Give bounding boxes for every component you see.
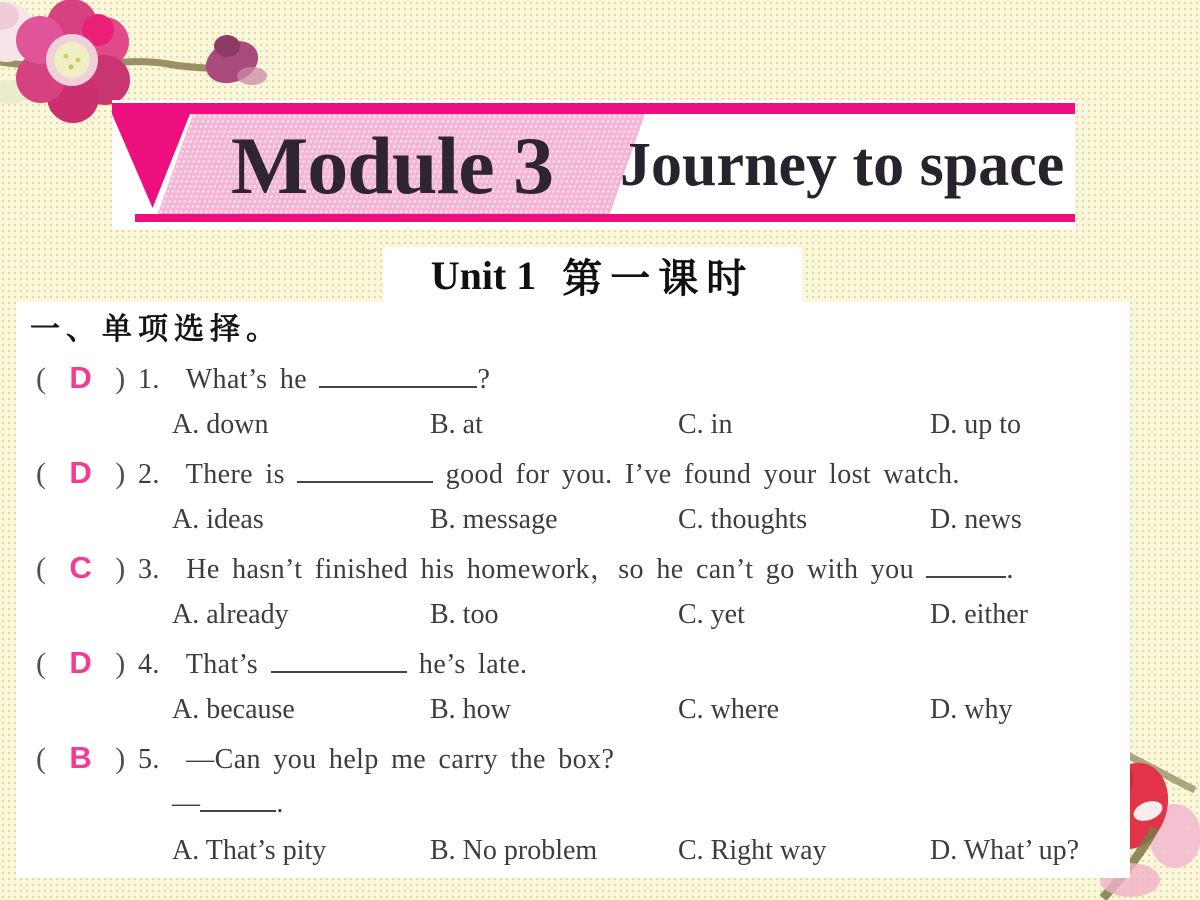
answer-paren-close: ) xyxy=(115,457,126,490)
answer-blank xyxy=(271,668,407,673)
question-stem xyxy=(186,649,528,680)
options-row xyxy=(30,496,1130,544)
unit-number: Unit 1 xyxy=(430,252,537,298)
answer-paren-open: ( xyxy=(36,552,47,585)
option: B. message xyxy=(430,504,558,535)
option: B. No problem xyxy=(430,835,598,866)
question-stem-line xyxy=(30,639,1130,686)
questions-list xyxy=(30,354,1130,875)
options-row xyxy=(30,686,1130,734)
question-block xyxy=(30,354,1130,449)
question-number: 3. xyxy=(138,554,160,585)
question-stem-line xyxy=(30,734,1130,781)
module-banner xyxy=(112,100,1075,230)
option: D. why xyxy=(930,694,1013,725)
answer-letter: D xyxy=(69,360,93,395)
stem-text: good for you. I’ve found your lost watch. xyxy=(433,459,960,490)
answer-paren-open: ( xyxy=(36,742,47,775)
answer-blank xyxy=(926,573,1006,578)
question-stem-line xyxy=(30,449,1130,496)
option: B. how xyxy=(430,694,511,725)
answer-blank xyxy=(319,383,477,388)
module-label: Module 3 xyxy=(230,120,554,211)
answer-letter: B xyxy=(69,740,93,775)
answer-paren-open: ( xyxy=(36,362,47,395)
option: B. at xyxy=(430,409,483,440)
option: A. already xyxy=(172,599,289,630)
question-stem xyxy=(186,554,1014,585)
answer-blank xyxy=(200,807,276,812)
option: D. either xyxy=(930,599,1028,630)
question-number: 4. xyxy=(138,649,160,680)
question-stem xyxy=(186,744,614,775)
answer-letter: D xyxy=(69,455,93,490)
flower-bud-icon xyxy=(199,33,267,90)
question-block xyxy=(30,734,1130,875)
answer-paren-close: ) xyxy=(115,647,126,680)
worksheet-panel xyxy=(16,302,1130,878)
stem-text: — xyxy=(172,788,201,819)
stem-text: ? xyxy=(477,364,491,395)
question-number: 2. xyxy=(138,459,160,490)
options-row xyxy=(30,401,1130,449)
unit-lesson-zh: 第一课时 xyxy=(562,255,755,301)
answer-paren-close: ) xyxy=(115,742,126,775)
option: A. down xyxy=(172,409,269,440)
option: C. thoughts xyxy=(678,504,808,535)
option: D. up to xyxy=(930,409,1021,440)
banner-title: Journey to space xyxy=(620,131,1065,199)
option: B. too xyxy=(430,599,499,630)
option: D. news xyxy=(930,504,1022,535)
unit-heading xyxy=(383,247,802,303)
option: C. in xyxy=(678,409,733,440)
question-block xyxy=(30,449,1130,544)
answer-paren-close: ) xyxy=(115,362,126,395)
answer-letter: C xyxy=(69,550,93,585)
option: D. What’ up? xyxy=(930,835,1080,866)
option: C. Right way xyxy=(678,835,827,866)
question-stem-line xyxy=(30,544,1130,591)
stem-text: There is xyxy=(185,459,298,490)
stem-text: What’s he xyxy=(185,364,320,395)
stem-text: He hasn’t finished his homework，so he can’t go with you xyxy=(186,554,927,585)
question-stem xyxy=(186,364,491,395)
options-row xyxy=(30,827,1130,875)
stem-text: he’s late. xyxy=(406,649,528,680)
question-stem-line-2 xyxy=(30,781,1130,827)
question-stem xyxy=(186,459,960,490)
option: C. yet xyxy=(678,599,745,630)
stem-text: . xyxy=(276,788,284,819)
stem-text: —Can you help me carry the box? xyxy=(186,744,615,775)
question-stem-line xyxy=(30,354,1130,401)
section-header: 一、单项选择。 xyxy=(30,313,282,346)
question-number: 5. xyxy=(138,744,160,775)
answer-paren-open: ( xyxy=(36,647,47,680)
question-block xyxy=(30,639,1130,734)
stem-text: . xyxy=(1006,554,1014,585)
option: A. That’s pity xyxy=(172,835,327,866)
banner-top-rule xyxy=(112,103,1075,114)
option: A. because xyxy=(172,694,295,725)
option: A. ideas xyxy=(172,504,264,535)
question-number: 1. xyxy=(138,364,160,395)
question-block xyxy=(30,544,1130,639)
answer-paren-open: ( xyxy=(36,457,47,490)
answer-paren-close: ) xyxy=(115,552,126,585)
options-row xyxy=(30,591,1130,639)
option: C. where xyxy=(678,694,780,725)
answer-blank xyxy=(297,478,433,483)
answer-letter: D xyxy=(69,645,93,680)
banner-bottom-rule xyxy=(135,214,1075,222)
stem-text: That’s xyxy=(185,649,271,680)
